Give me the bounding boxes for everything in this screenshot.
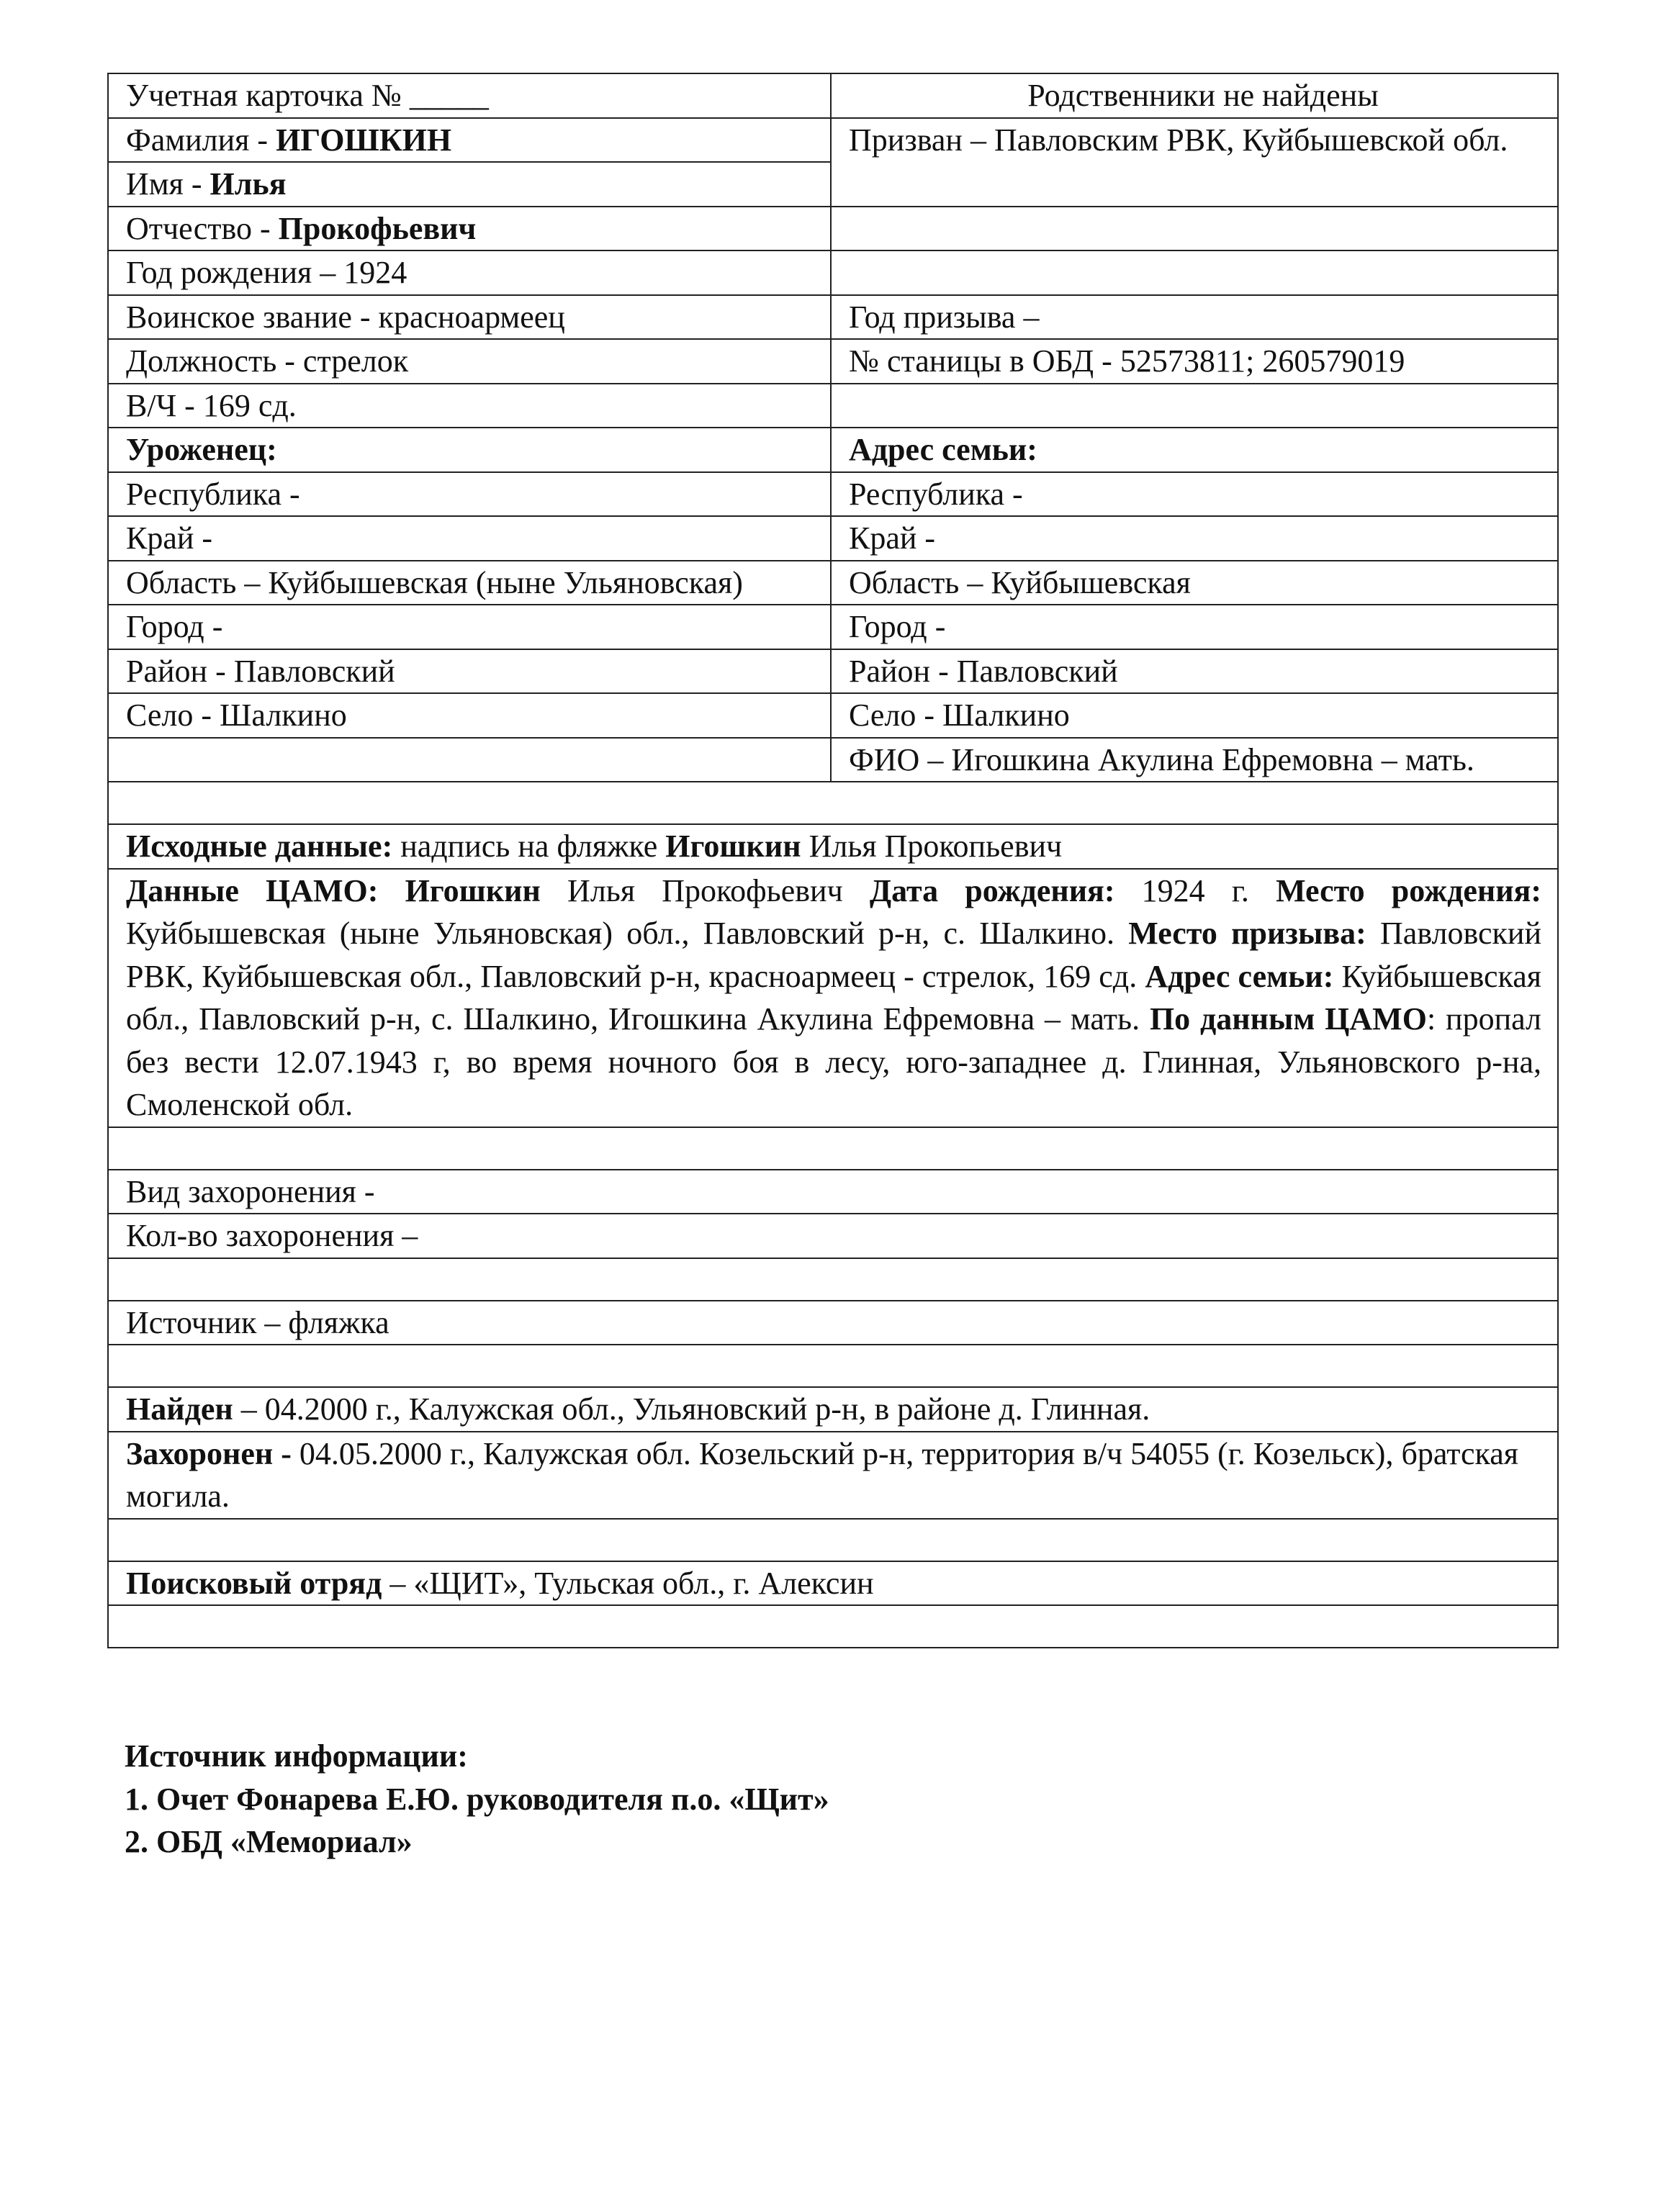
surname: ИГОШКИН bbox=[276, 122, 452, 158]
empty-row bbox=[108, 1345, 1558, 1387]
empty-row bbox=[108, 1258, 1558, 1301]
family-oblast: Область – Куйбышевская bbox=[831, 561, 1558, 605]
info-sources bbox=[125, 1735, 829, 1864]
military-unit: В/Ч - 169 сд. bbox=[108, 384, 831, 428]
native-oblast: Область – Куйбышевская (ныне Ульяновская) bbox=[108, 561, 831, 605]
first-name: Илья bbox=[210, 166, 287, 202]
empty-row bbox=[108, 1127, 1558, 1170]
empty-row bbox=[108, 1605, 1558, 1648]
family-city: Город - bbox=[831, 605, 1558, 649]
native-republic: Республика - bbox=[108, 472, 831, 517]
family-village: Село - Шалкино bbox=[831, 693, 1558, 738]
burial-count: Кол-во захоронения – bbox=[108, 1214, 1558, 1258]
empty-cell bbox=[831, 384, 1558, 428]
native-heading: Уроженец: bbox=[108, 428, 831, 472]
position: Должность - стрелок bbox=[108, 339, 831, 384]
native-village: Село - Шалкино bbox=[108, 693, 831, 738]
empty-row bbox=[108, 782, 1558, 824]
surname-row: Фамилия - ИГОШКИН bbox=[108, 118, 831, 163]
info-sources-heading: Источник информации: bbox=[125, 1738, 468, 1774]
native-district: Район - Павловский bbox=[108, 649, 831, 694]
family-krai: Край - bbox=[831, 516, 1558, 561]
card-number: Учетная карточка № _____ bbox=[108, 73, 831, 118]
native-krai: Край - bbox=[108, 516, 831, 561]
empty-row bbox=[108, 1519, 1558, 1561]
search-squad: Поисковый отряд – «ЩИТ», Тульская обл., г. Алексин bbox=[108, 1561, 1558, 1606]
record-card-table bbox=[107, 73, 1559, 1648]
burial-type: Вид захоронения - bbox=[108, 1170, 1558, 1214]
empty-cell bbox=[831, 207, 1558, 251]
empty-cell bbox=[831, 250, 1558, 295]
drafted-by: Призван – Павловским РВК, Куйбышевской обл. bbox=[831, 118, 1558, 207]
info-source-item: 1. Очет Фонарева Е.Ю. руководителя п.о. «Щит» bbox=[125, 1781, 829, 1817]
found-info: Найден – 04.2000 г., Калужская обл., Ульяновский р-н, в районе д. Глинная. bbox=[108, 1387, 1558, 1432]
first-name-row: Имя - Илья bbox=[108, 162, 831, 207]
buried-info: Захоронен - 04.05.2000 г., Калужская обл. Козельский р-н, территория в/ч 54055 (г. Козельск), братская могила. bbox=[108, 1432, 1558, 1519]
family-republic: Республика - bbox=[831, 472, 1558, 517]
tsamo-data: Данные ЦАМО: Игошкин Илья Прокофьевич Дата рождения: 1924 г. Место рождения: Куйбышевская (ныне Ульяновская) обл., Павловский р-н, с. Шалкино. Место призыва: Павловский РВК, Куйбышевская обл., Павловский р-н, красноармеец - стрелок, 169 сд. Адрес семьи: Куйбышевская обл., Павловский р-н, с. Шалкино, Игошкина Акулина Ефремовна – мать. По данным ЦАМО: пропал без вести 12.07.1943 г, во время ночного боя в лесу, юго-западнее д. Глинная, Ульяновского р-на, Смоленской обл. bbox=[108, 869, 1558, 1127]
family-district: Район - Павловский bbox=[831, 649, 1558, 694]
military-rank: Воинское звание - красноармеец bbox=[108, 295, 831, 340]
source-data: Исходные данные: надпись на фляжке Игошкин Илья Прокопьевич bbox=[108, 824, 1558, 869]
draft-year: Год призыва – bbox=[831, 295, 1558, 340]
relatives-status: Родственники не найдены bbox=[831, 73, 1558, 118]
source: Источник – фляжка bbox=[108, 1301, 1558, 1345]
family-fio: ФИО – Игошкина Акулина Ефремовна – мать. bbox=[831, 738, 1558, 782]
empty-cell bbox=[108, 738, 831, 782]
birth-year: Год рождения – 1924 bbox=[108, 250, 831, 295]
family-heading: Адрес семьи: bbox=[831, 428, 1558, 472]
patronymic: Прокофьевич bbox=[278, 210, 477, 246]
native-city: Город - bbox=[108, 605, 831, 649]
info-source-item: 2. ОБД «Мемориал» bbox=[125, 1824, 413, 1859]
obd-page-numbers: № станицы в ОБД - 52573811; 260579019 bbox=[831, 339, 1558, 384]
patronymic-row: Отчество - Прокофьевич bbox=[108, 207, 831, 251]
